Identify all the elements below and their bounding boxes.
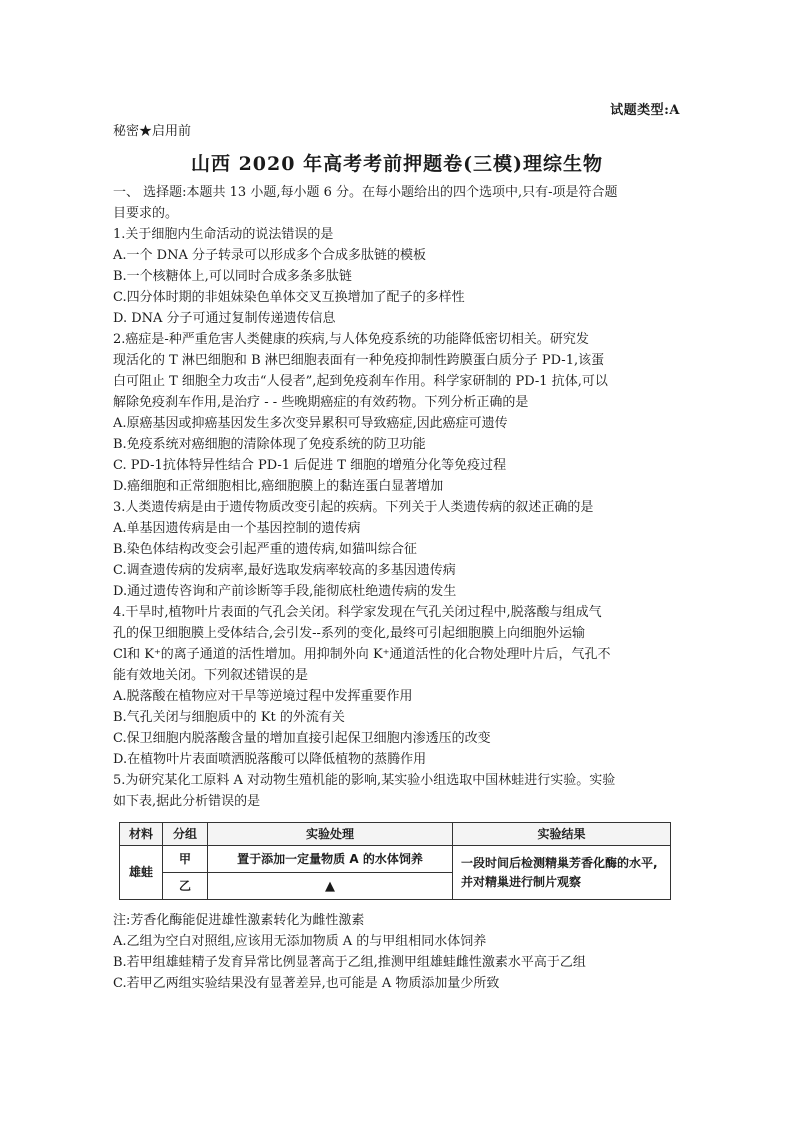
text-line: C.调查遗传病的发病率,最好选取发病率较高的多基因遗传病	[113, 563, 456, 578]
text-line: Cl和 K⁺的离子通道的活性增加。用抑制外向 K⁺通道活性的化合物处理叶片后，气孔不	[113, 647, 611, 662]
text-line: A.一个 DNA 分子转录可以形成多个合成多肽链的模板	[113, 248, 426, 263]
text-line: A.脱落酸在植物应对干旱等逆境过程中发挥重要作用	[113, 689, 413, 704]
text-line: 4.干旱时,植物叶片表面的气孔会关闭。科学家发现在气孔关闭过程中,脱落酸与组成气	[113, 605, 602, 620]
questions-before-table	[113, 182, 679, 812]
text-line: A.单基因遗传病是由一个基因控制的遗传病	[113, 521, 361, 536]
text-line: B.免疫系统对癌细胞的清除体现了免疫系统的防卫功能	[113, 437, 426, 452]
exam-type-label: 试题类型:A	[610, 103, 680, 118]
text-line: A.乙组为空白对照组,应该用无添加物质 A 的与甲组相同水体饲养	[113, 934, 487, 949]
exam-body	[113, 182, 679, 994]
text-line: 孔的保卫细胞膜上受体结合,会引发--系列的变化,最终可引起细胞膜上向细胞外运输	[113, 626, 586, 641]
text-line: D.癌细胞和正常细胞相比,癌细胞膜上的黏连蛋白显著增加	[113, 479, 444, 494]
text-line: B.一个核糖体上,可以同时合成多条多肽链	[113, 269, 352, 284]
questions-after-table	[113, 910, 679, 994]
table-header-cell: 实验结果	[453, 823, 671, 846]
text-line: D.通过遗传咨询和产前诊断等手段,能彻底杜绝遗传病的发生	[113, 584, 457, 599]
table-header-cell: 分组	[163, 823, 208, 846]
text-line: 3.人类遗传病是由于遗传物质改变引起的疾病。下列关于人类遗传病的叙述正确的是	[113, 500, 594, 515]
table-row	[120, 846, 671, 873]
text-line: B.染色体结构改变会引起严重的遗传病,如猫叫综合征	[113, 542, 417, 557]
treatment-cell: 置于添加一定量物质 A 的水体饲养	[208, 846, 453, 873]
text-line: 解除免疫刹车作用,是治疗 - - 些晚期癌症的有效药物。下列分析正确的是	[113, 395, 529, 410]
text-line: 一、 选择题:本题共 13 小题,每小题 6 分。在每小题给出的四个选项中,只有-项是符合题	[113, 185, 618, 200]
text-line: C.若甲乙两组实验结果没有显著差异,也可能是 A 物质添加量少所致	[113, 976, 500, 991]
text-line: A.原癌基因或抑癌基因发生多次变异累积可导致癌症,因此癌症可遗传	[113, 416, 508, 431]
text-line: 注:芳香化酶能促进雄性激素转化为雌性激素	[113, 913, 365, 928]
text-line: 现活化的 T 淋巴细胞和 B 淋巴细胞表面有一种免疫抑制性跨膜蛋白质分子 PD-1,该蛋	[113, 353, 605, 368]
experiment-table-wrapper	[119, 822, 671, 900]
confidential-mark: 秘密★启用前	[113, 124, 192, 139]
result-cell: 一段时间后检测精巢芳香化酶的水平,并对精巢进行制片观察	[453, 846, 671, 900]
text-line: C. PD-1抗体特异性结合 PD-1 后促进 T 细胞的增殖分化等免疫过程	[113, 458, 507, 473]
table-header-row	[120, 823, 671, 846]
text-line: 如下表,据此分析错误的是	[113, 794, 261, 809]
text-line: 2.癌症是-种严重危害人类健康的疾病,与人体免疫系统的功能降低密切相关。研究发	[113, 332, 589, 347]
table-header-cell: 实验处理	[208, 823, 453, 846]
text-line: B.若甲组雄蛙精子发育异常比例显著高于乙组,推测甲组雄蛙雌性激素水平高于乙组	[113, 955, 586, 970]
text-line: C.保卫细胞内脱落酸含量的增加直接引起保卫细胞内渗透压的改变	[113, 731, 491, 746]
placeholder-triangle-icon: ▲	[208, 873, 453, 900]
page-title: 山西 2020 年高考考前押题卷(三模)理综生物	[190, 153, 604, 175]
text-line: 目要求的。	[113, 206, 179, 221]
group-cell: 乙	[163, 873, 208, 900]
text-line: B.气孔关闭与细胞质中的 Kt 的外流有关	[113, 710, 345, 725]
material-cell: 雄蛙	[120, 846, 163, 900]
text-line: D.在植物叶片表面喷洒脱落酸可以降低植物的蒸腾作用	[113, 752, 427, 767]
text-line: 能有效地关闭。下列叙述错误的是	[113, 668, 309, 683]
text-line: C.四分体时期的非姐妹染色单体交叉互换增加了配子的多样性	[113, 290, 465, 305]
table-header-cell: 材料	[120, 823, 163, 846]
experiment-table	[119, 822, 671, 900]
text-line: 5.为研究某化工原料 A 对动物生殖机能的影响,某实验小组选取中国林蛙进行实验。实验	[113, 773, 616, 788]
text-line: D. DNA 分子可通过复制传递遗传信息	[113, 311, 336, 326]
text-line: 白可阻止 T 细胞全力攻击“人侵者”,起到免疫刹车作用。科学家研制的 PD-1 抗体,可以	[113, 374, 608, 389]
text-line: 1.关于细胞内生命活动的说法错误的是	[113, 227, 334, 242]
group-cell: 甲	[163, 846, 208, 873]
